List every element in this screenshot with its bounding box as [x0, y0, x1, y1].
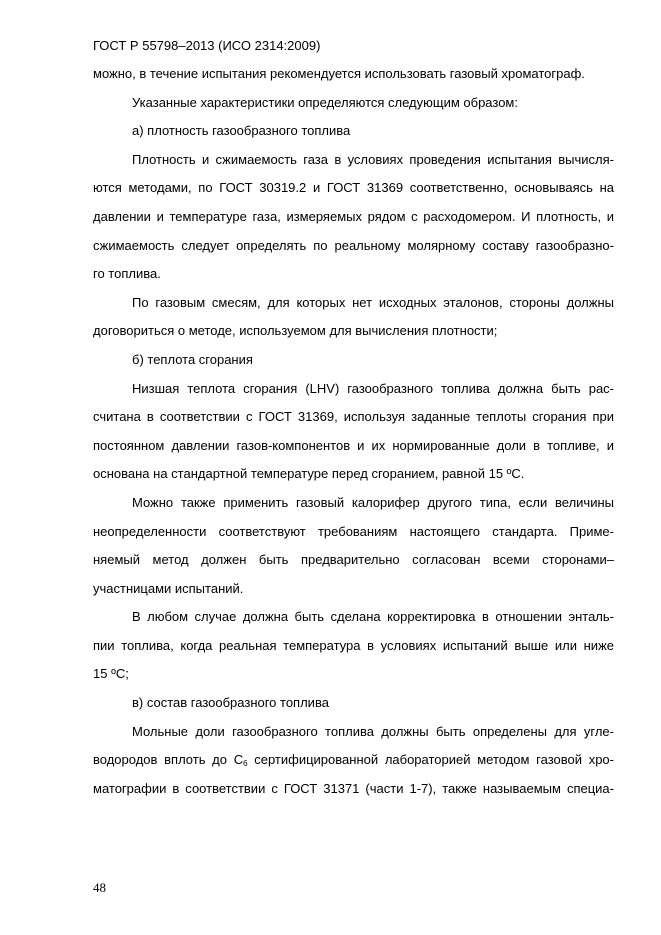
text-fragment: сертифицированной лабораторией методом газовой хро-: [247, 752, 614, 768]
text-line: основана на стандартной температуре перед сгоранием, равной 15 ºС.: [93, 466, 525, 482]
text-line: считана в соответствии с ГОСТ 31369, используя заданные теплоты сгорания при: [93, 409, 614, 425]
text-line: договориться о методе, используемом для вычисления плотности;: [93, 323, 498, 339]
text-line: матографии в соответствии с ГОСТ 31371 (части 1-7), также называемым специа-: [93, 780, 614, 796]
section-heading-density: а) плотность газообразного топлива: [132, 123, 351, 139]
text-line: Мольные доли газообразного топлива должны быть определены для угле-: [132, 723, 614, 739]
text-line: сжимаемость следует определять по реальному молярному составу газообразно-: [93, 237, 614, 253]
text-line: пии топлива, когда реальная температура в условиях испытаний выше или ниже: [93, 637, 614, 653]
text-line: ются методами, по ГОСТ 30319.2 и ГОСТ 31369 соответственно, основываясь на: [93, 180, 614, 196]
text-line: Плотность и сжимаемость газа в условиях проведения испытания вычисля-: [132, 151, 614, 167]
text-fragment: водородов вплоть до С: [93, 752, 244, 768]
text-line: Указанные характеристики определяются следующим образом:: [132, 94, 518, 110]
text-line: давлении и температуре газа, измеряемых рядом с расходомером. И плотность, и: [93, 208, 614, 224]
document-header: ГОСТ Р 55798–2013 (ИСО 2314:2009): [93, 38, 321, 53]
text-line: По газовым смесям, для которых нет исходных эталонов, стороны должны: [132, 294, 614, 310]
subscript: 6: [243, 759, 248, 769]
section-heading-heat: б) теплота сгорания: [132, 351, 253, 367]
text-line: участницами испытаний.: [93, 580, 244, 596]
document-body: [93, 60, 614, 803]
text-line: Низшая теплота сгорания (LHV) газообразного топлива должна быть рас-: [132, 380, 614, 396]
text-line: можно, в течение испытания рекомендуется использовать газовый хроматограф.: [93, 66, 585, 81]
text-line: Можно также применить газовый калорифер другого типа, если величины: [132, 494, 614, 510]
page-number: 48: [93, 880, 106, 895]
text-line: неопределенности соответствуют требованиям настоящего стандарта. Приме-: [93, 523, 614, 539]
text-line: В любом случае должна быть сделана корректировка в отношении энталь-: [132, 609, 614, 625]
text-line: го топлива.: [93, 266, 161, 282]
text-line: 15 ºС;: [93, 666, 129, 682]
text-line: [93, 746, 614, 775]
section-heading-composition: в) состав газообразного топлива: [132, 695, 329, 711]
text-line: постоянном давлении газов-компонентов и их нормированные доли в топливе, и: [93, 437, 614, 453]
text-line: няемый метод должен быть предварительно согласован всеми сторонами–: [93, 552, 614, 568]
